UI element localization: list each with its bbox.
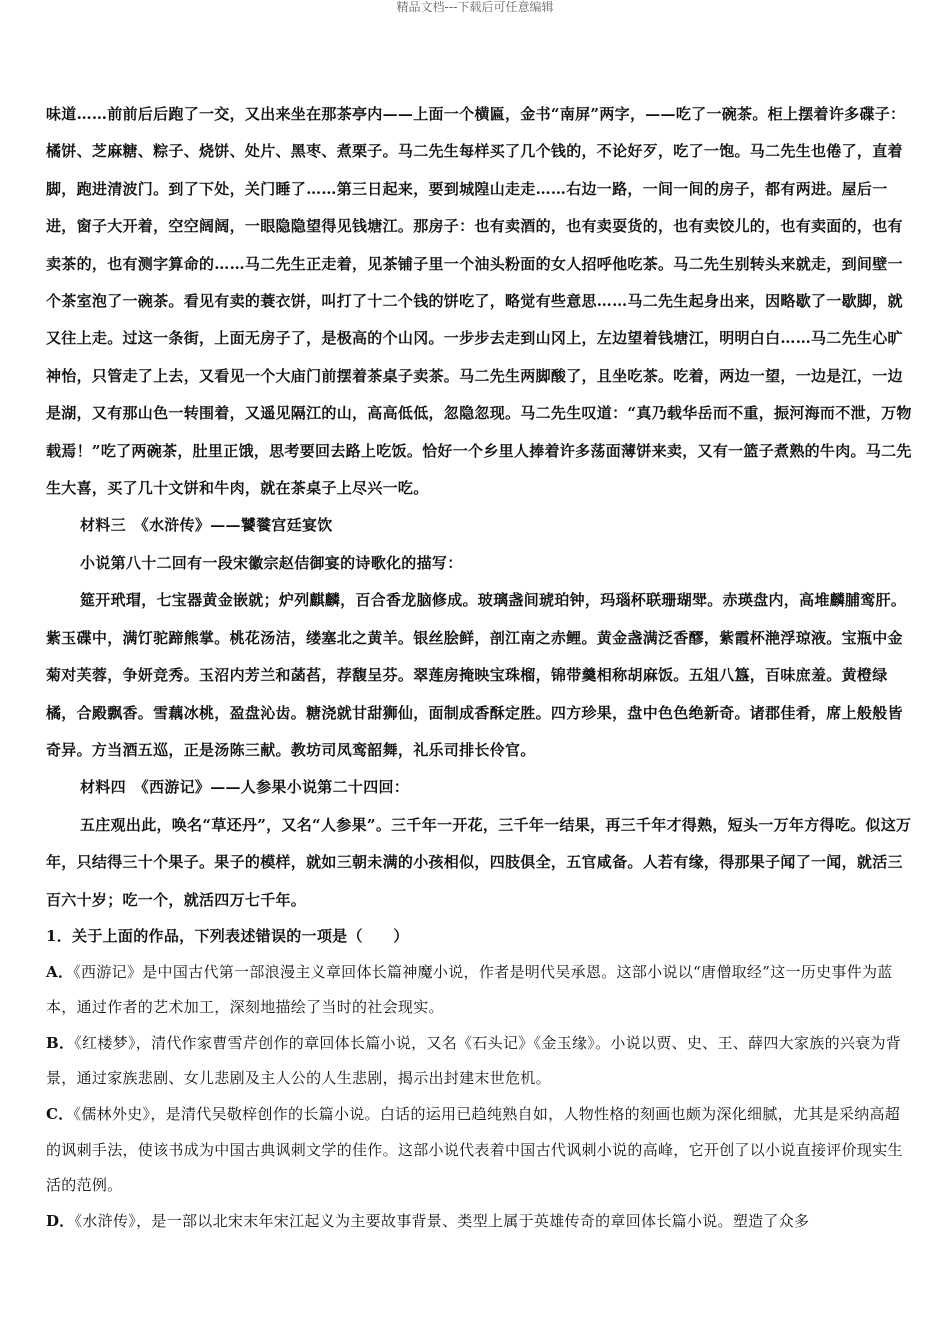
option-d-label: D．	[46, 1211, 75, 1230]
material-two-text: 味道……前前后后跑了一交，又出来坐在那茶亭内——上面一个横匾，金书“南屏”两字，——吃了一碗茶。柜上摆着许多碟子：橘饼、芝麻糖、粽子、烧饼、处片、黑枣、煮栗子。马二先生每样买了几个钱的，不论好歹，吃了一饱。马二先生也倦了，直着脚，跑进清波门。到了下处，关门睡了……第三日起来，要到城隍山走走……右边一路，一间一间的房子，都有两进。屋后一进，窗子大开着，空空阔阔，一眼隐隐望得见钱塘江。那房子：也有卖酒的，也有卖耍货的，也有卖饺儿的，也有卖面的，也有卖茶的，也有测字算命的……马二先生正走着，见茶铺子里一个油头粉面的女人招呼他吃茶。马二先生别转头来就走，到间壁一个茶室泡了一碗茶。看见有卖的蓑衣饼，叫打了十二个钱的饼吃了，略觉有些意思……马二先生起身出来，因略歇了一歇脚，就又往上走。过这一条街，上面无房子了，是极高的个山冈。一步步去走到山冈上，左边望着钱塘江，明明白白……马二先生心旷神怡，只管走了上去，又看见一个大庙门前摆着茶桌子卖茶。马二先生两脚酸了，且坐吃茶。吃着，两边一望，一边是江，一边是湖，又有那山色一转围着，又遥见隔江的山，高高低低，忽隐忽现。马二先生叹道：“真乃载华岳而不重，振河海而不泄，万物载焉！”吃了两碗茶，肚里正饿，思考要回去路上吃饭。恰好一个乡里人捧着许多荡面薄饼来卖，又有一篮子煮熟的牛肉。马二先生大喜，买了几十文饼和牛肉，就在茶桌子上尽兴一吃。	[46, 105, 912, 498]
option-c-text: 《儒林外史》，是清代吴敬梓创作的长篇小说。白话的运用已趋纯熟自如，人物性格的刻画也颇为深化细腻，尤其是采纳高超的讽刺手法，使该书成为中国古典讽刺文学的佳作。这部小说代表着中国古代讽刺小说的高峰，它开创了以小说直接评价现实生活的范例。	[46, 1104, 903, 1195]
option-c-label: C．	[46, 1104, 74, 1123]
document-body	[46, 96, 912, 1239]
material-three-intro: 小说第八十二回有一段宋徽宗赵佶御宴的诗歌化的描写：	[80, 553, 463, 572]
option-b-label: B．	[46, 1033, 75, 1052]
material-three-title: 材料三 《水浒传》——饕餮宫廷宴饮	[80, 516, 333, 535]
page-header: 精品文档---下载后可任意编辑	[396, 0, 554, 14]
option-d	[46, 1204, 912, 1240]
option-d-text: 《水浒传》，是一部以北宋末年宋江起义为主要故事背景、类型上属于英雄传奇的章回体长篇小说。塑造了众多	[74, 1211, 810, 1230]
option-a-text: 《西游记》是中国古代第一部浪漫主义章回体长篇神魔小说，作者是明代吴承恩。这部小说以“唐僧取经”这一历史事件为蓝本，通过作者的艺术加工，深刻地描绘了当时的社会现实。	[46, 962, 893, 1017]
question-stem: 1．关于上面的作品，下列表述错误的一项是（ ）	[46, 926, 409, 945]
material-three-text: 筵开玳瑁，七宝器黄金嵌就；炉列麒麟，百合香龙脑修成。玻璃盏间琥珀钟，玛瑙杯联珊瑚斝。赤瑛盘内，高堆麟脯鸾肝。紫玉碟中，满饤驼蹄熊掌。桃花汤洁，缕塞北之黄羊。银丝脍鲜，剖江南之赤鲤。黄金盏满泛香醪，紫霞杯滟浮琼液。宝瓶中金菊对芙蓉，争妍竞秀。玉沼内芳兰和菡萏，荐馥呈芬。翠莲房掩映宝珠榴，锦带羹相称胡麻饭。五俎八簋，百味庶羞。黄橙绿橘，合殿飘香。雪藕冰桃，盈盘沁齿。糖浇就甘甜狮仙，面制成香酥定胜。四方珍果，盘中色色绝新奇。诸郡佳肴，席上般般皆奇异。方当酒五巡，正是汤陈三献。教坊司凤鸾韶舞，礼乐司排长伶官。	[46, 591, 907, 759]
option-c	[46, 1097, 912, 1204]
option-a	[46, 955, 912, 1026]
material-four-text: 五庄观出此，唤名“草还丹”，又名“人参果”。三千年一开花，三千年一结果，再三千年才得熟，短头一万年方得吃。似这万年，只结得三十个果子。果子的模样，就如三朝未满的小孩相似，四肢俱全，五官咸备。人若有缘，得那果子闻了一闻，就活三百六十岁；吃一个，就活四万七千年。	[46, 815, 912, 909]
option-b-text: 《红楼梦》，清代作家曹雪芹创作的章回体长篇小说，又名《石头记》《金玉缘》。小说以贾、史、王、薛四大家族的兴衰为背景，通过家族悲剧、女儿悲剧及主人公的人生悲剧，揭示出封建末世危机。	[46, 1033, 902, 1088]
option-b	[46, 1026, 912, 1097]
material-four-title: 材料四 《西游记》——人参果小说第二十四回：	[80, 778, 410, 797]
option-a-label: A．	[46, 962, 74, 981]
